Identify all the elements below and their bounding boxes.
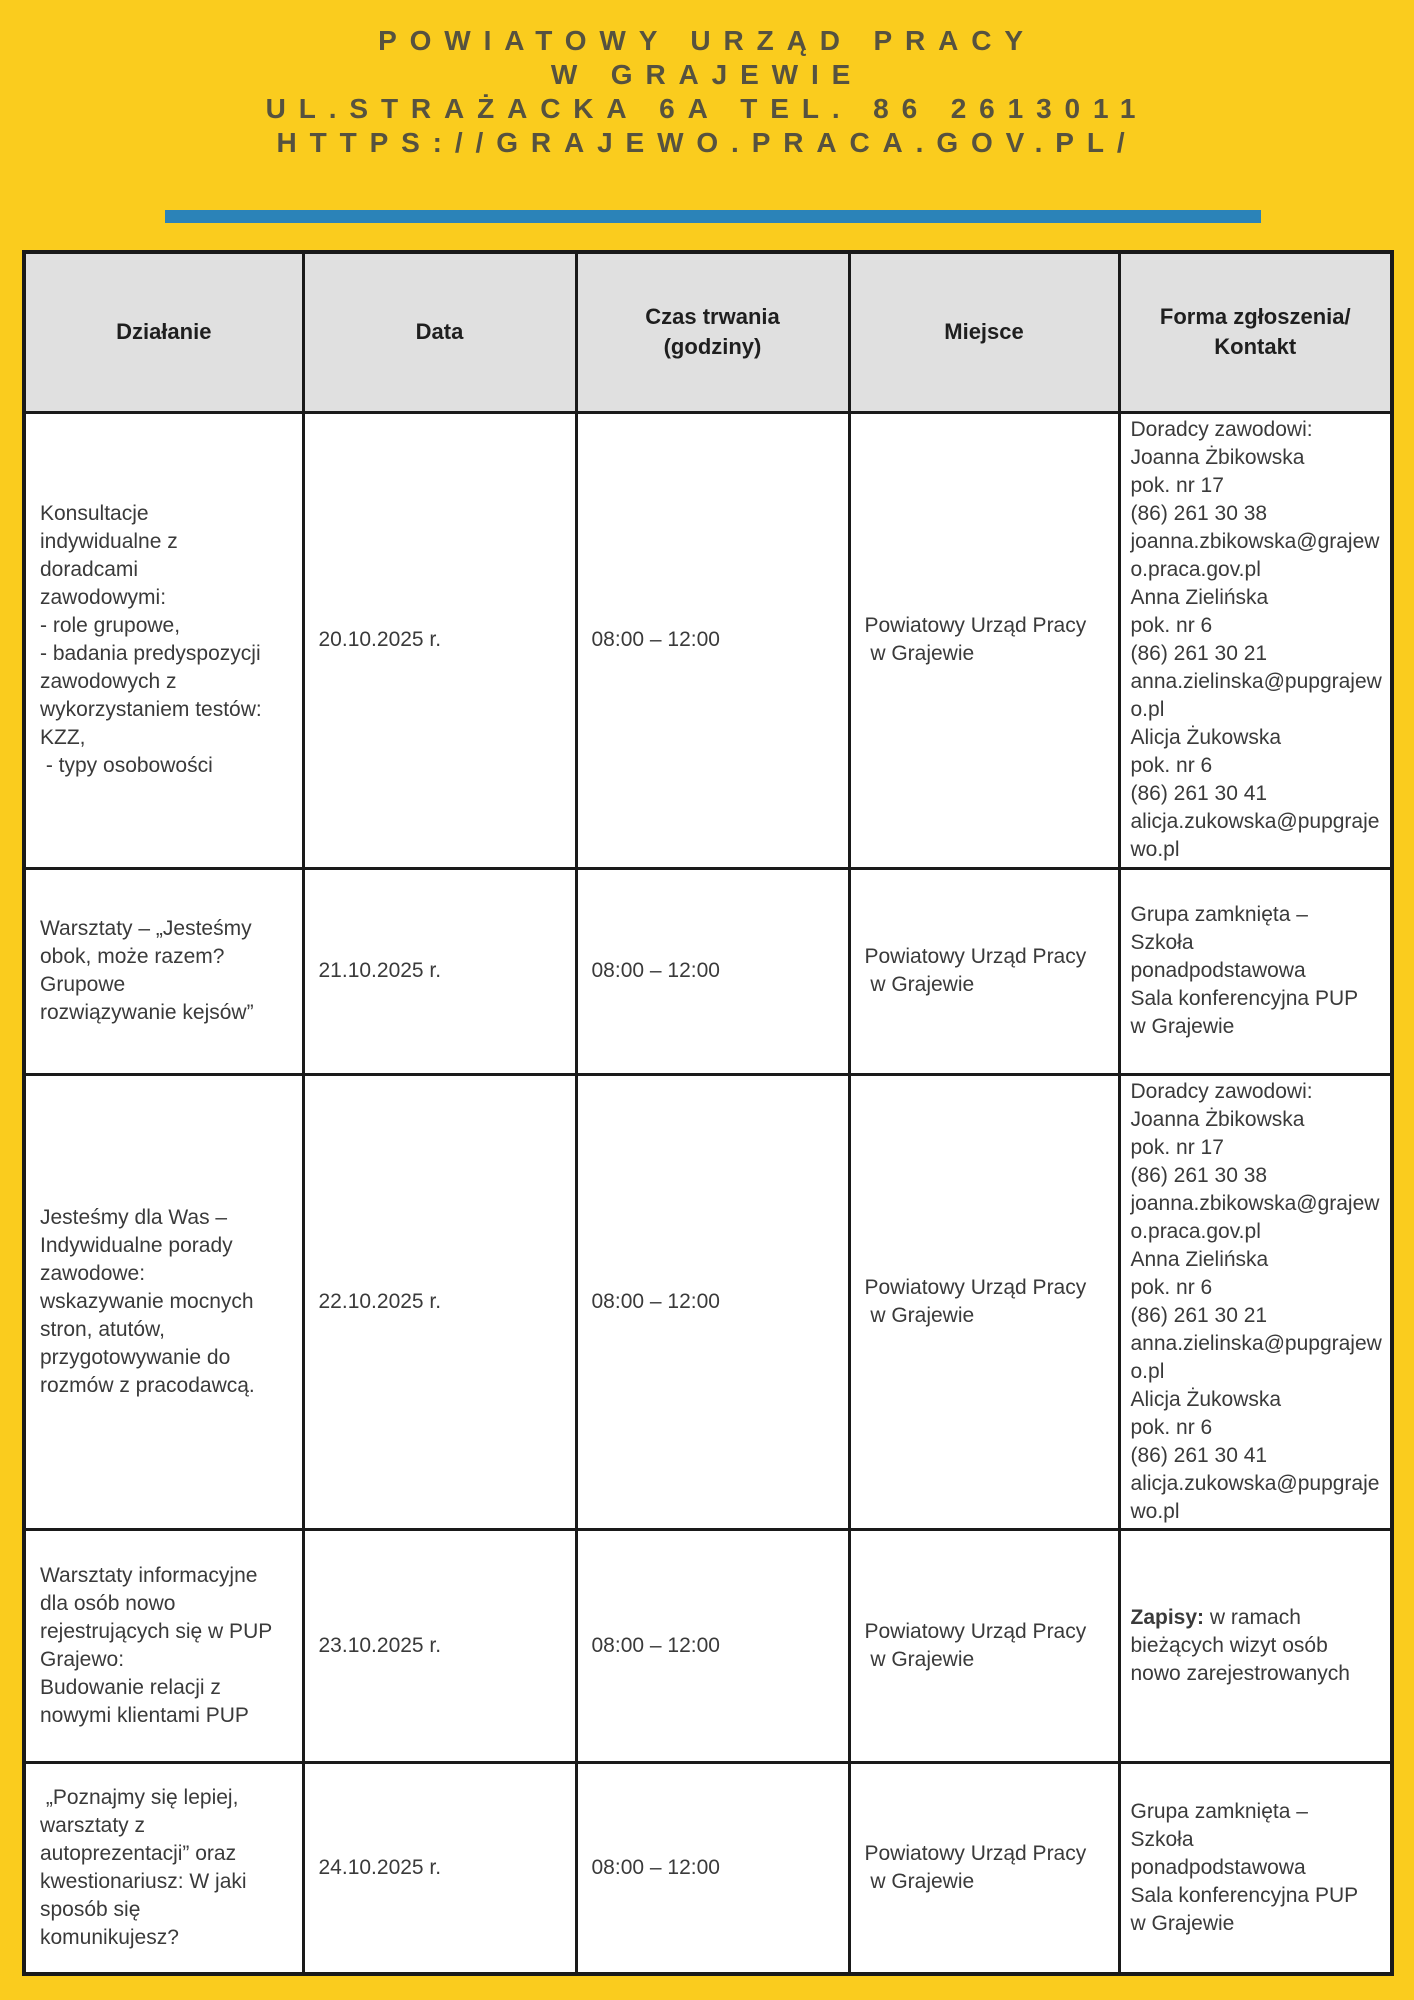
table-row: [24, 412, 1392, 868]
website-url-line: HTTPS://GRAJEWO.PRACA.GOV.PL/: [276, 127, 1138, 158]
text-line: 08:00 – 12:00: [591, 1289, 720, 1313]
text-line: (86) 261 30 38: [1130, 502, 1268, 525]
text-line: wskazywanie mocnych: [40, 1289, 254, 1313]
text-line: autoprezentacji” oraz: [40, 1841, 237, 1865]
org-name-line-2: W GRAJEWIE: [550, 59, 864, 90]
header-row: [24, 252, 1392, 412]
cell-action: [24, 1762, 303, 1974]
table-head: [24, 252, 1392, 412]
text-line: Alicja Żukowska: [1130, 726, 1282, 749]
column-header-1: [24, 252, 303, 412]
address-phone-line: UL.STRAŻACKA 6A TEL. 86 2613011: [265, 93, 1149, 124]
cell-time: [576, 1762, 849, 1974]
text-line: w Grajewie: [864, 973, 975, 996]
text-line: o.praca.gov.pl: [1130, 558, 1261, 581]
text-line: Joanna Żbikowska: [1130, 446, 1305, 469]
text-line: (86) 261 30 21: [1130, 1303, 1268, 1327]
text-line: - typy osobowości: [40, 754, 213, 777]
text-line: rozwiązywanie kejsów”: [40, 1001, 254, 1024]
text-line: Powiatowy Urząd Pracy: [864, 1619, 1087, 1643]
text-line: Powiatowy Urząd Pracy: [864, 614, 1087, 637]
cell-date: [303, 1762, 576, 1974]
text-line: Budowanie relacji z: [40, 1675, 221, 1699]
text-line: sposób się: [40, 1897, 141, 1921]
column-header-3: [576, 252, 849, 412]
cell-place: [849, 412, 1119, 868]
text-line: w Grajewie: [864, 1869, 975, 1893]
table-row: [24, 1762, 1392, 1974]
text-line: 08:00 – 12:00: [591, 1633, 720, 1657]
cell-place: [849, 1074, 1119, 1529]
text-line: w Grajewie: [864, 1303, 975, 1327]
text-line: przygotowywanie do: [40, 1345, 231, 1369]
text-line: kwestionariusz: W jaki: [40, 1869, 247, 1893]
text-line: 08:00 – 12:00: [591, 1855, 720, 1879]
text-line: Grupa zamknięta –: [1130, 1799, 1308, 1823]
text-line: Powiatowy Urząd Pracy: [864, 945, 1087, 968]
text-line: zawodowych z: [40, 670, 177, 693]
text-line: alicja.zukowska@pupgraje: [1130, 1471, 1380, 1495]
text-line: 24.10.2025 r.: [318, 1855, 442, 1879]
text-line: anna.zielinska@pupgrajew: [1130, 1331, 1382, 1355]
text-line: w Grajewie: [1130, 1911, 1235, 1935]
cell-date: [303, 412, 576, 868]
text-line: Grupa zamknięta –: [1130, 903, 1308, 926]
text-line: 08:00 – 12:00: [591, 959, 720, 982]
text-line: 23.10.2025 r.: [318, 1633, 442, 1657]
text-line: doradcami: [40, 558, 139, 581]
text-line: anna.zielinska@pupgrajew: [1130, 670, 1382, 693]
table-row: [24, 1074, 1392, 1529]
text-line: (86) 261 30 38: [1130, 1163, 1268, 1187]
table-row: [24, 1529, 1392, 1762]
text-line: Joanna Żbikowska: [1130, 1107, 1305, 1131]
cell-action: [24, 412, 303, 868]
org-name-line-1: POWIATOWY URZĄD PRACY: [378, 25, 1036, 56]
text-line: (86) 261 30 21: [1130, 642, 1268, 665]
text-line: - badania predyspozycji: [40, 642, 261, 665]
column-header-2: [303, 252, 576, 412]
text-line: Alicja Żukowska: [1130, 1387, 1282, 1411]
text-line: Powiatowy Urząd Pracy: [864, 1841, 1087, 1865]
text-line: Szkoła: [1130, 1827, 1194, 1851]
text-line: pok. nr 6: [1130, 754, 1213, 777]
text-line: Konsultacje: [40, 502, 149, 525]
text-line: pok. nr 17: [1130, 1135, 1224, 1159]
cell-action: [24, 868, 303, 1074]
cell-action: [24, 1074, 303, 1529]
text-line: Warsztaty – „Jesteśmy: [40, 917, 252, 940]
bold-label: Zapisy:: [1130, 1605, 1205, 1629]
cell-contact: [1119, 1074, 1392, 1529]
text-line: joanna.zbikowska@grajew: [1130, 1191, 1380, 1215]
text-line: Szkoła: [1130, 931, 1194, 954]
text-line: wykorzystaniem testów:: [40, 698, 262, 721]
text-line: warsztaty z: [40, 1813, 146, 1837]
text-line: Sala konferencyjna PUP: [1130, 1883, 1359, 1907]
text-line: (86) 261 30 41: [1130, 1443, 1268, 1467]
cell-date: [303, 1529, 576, 1762]
cell-time: [576, 868, 849, 1074]
text-line: stron, atutów,: [40, 1317, 165, 1341]
text-line: zawodowe:: [40, 1261, 146, 1285]
header: [0, 0, 1414, 160]
text-line: ponadpodstawowa: [1130, 1855, 1306, 1879]
text-line: Anna Zielińska: [1130, 586, 1269, 609]
text-line: 21.10.2025 r.: [318, 959, 442, 982]
text-line: pok. nr 6: [1130, 1415, 1213, 1439]
text-line: Kontakt: [1214, 334, 1297, 360]
cell-contact: [1119, 1529, 1392, 1762]
text-line: Powiatowy Urząd Pracy: [864, 1275, 1087, 1299]
cell-date: [303, 1074, 576, 1529]
text-line: pok. nr 6: [1130, 1275, 1213, 1299]
text-line: Warsztaty informacyjne: [40, 1563, 258, 1587]
cell-time: [576, 412, 849, 868]
text-line: o.pl: [1130, 698, 1165, 721]
text-line: bieżących wizyt osób: [1130, 1633, 1328, 1657]
text-line: Anna Zielińska: [1130, 1247, 1269, 1271]
text-line: w Grajewie: [1130, 1015, 1235, 1038]
text-line: Doradcy zawodowi:: [1130, 1079, 1313, 1103]
text-line: Jesteśmy dla Was –: [40, 1205, 228, 1229]
text-line: alicja.zukowska@pupgraje: [1130, 810, 1380, 833]
text-line: pok. nr 17: [1130, 474, 1224, 497]
cell-contact: [1119, 1762, 1392, 1974]
text-line: Zapisy: w ramach: [1130, 1605, 1301, 1629]
cell-place: [849, 868, 1119, 1074]
text-line: Działanie: [116, 319, 212, 345]
text-line: nowo zarejestrowanych: [1130, 1661, 1350, 1685]
cell-time: [576, 1074, 849, 1529]
text-line: zawodowymi:: [40, 586, 167, 609]
text-line: indywidualne z: [40, 530, 178, 553]
text-line: w Grajewie: [864, 1647, 975, 1671]
cell-place: [849, 1762, 1119, 1974]
text-line: Data: [415, 319, 464, 345]
cell-contact: [1119, 412, 1392, 868]
text-line: 22.10.2025 r.: [318, 1289, 442, 1313]
text-line: 20.10.2025 r.: [318, 628, 442, 651]
column-header-5: [1119, 252, 1392, 412]
text-line: nowymi klientami PUP: [40, 1703, 249, 1727]
text-line: obok, może razem?: [40, 945, 225, 968]
cell-action: [24, 1529, 303, 1762]
text-line: o.pl: [1130, 1359, 1165, 1383]
schedule-table: [22, 250, 1394, 1976]
table-row: [24, 868, 1392, 1074]
text-line: komunikujesz?: [40, 1925, 179, 1949]
text-line: Grajewo:: [40, 1647, 125, 1671]
text-line: wo.pl: [1130, 1499, 1180, 1523]
text-line: Doradcy zawodowi:: [1130, 418, 1313, 441]
text-line: (godziny): [663, 334, 762, 360]
text-line: KZZ,: [40, 726, 86, 749]
text-line: - role grupowe,: [40, 614, 181, 637]
text-line: joanna.zbikowska@grajew: [1130, 530, 1380, 553]
cell-date: [303, 868, 576, 1074]
table-body: [24, 412, 1392, 1974]
text-line: Forma zgłoszenia/: [1159, 304, 1351, 330]
text-line: Sala konferencyjna PUP: [1130, 987, 1359, 1010]
text-line: pok. nr 6: [1130, 614, 1213, 637]
column-header-4: [849, 252, 1119, 412]
cell-contact: [1119, 868, 1392, 1074]
cell-place: [849, 1529, 1119, 1762]
text-line: rejestrujących się w PUP: [40, 1619, 273, 1643]
text-line: Miejsce: [944, 319, 1024, 345]
text-line: dla osób nowo: [40, 1591, 176, 1615]
text-line: Czas trwania: [645, 304, 780, 330]
text-line: o.praca.gov.pl: [1130, 1219, 1261, 1243]
divider-bar: [165, 210, 1261, 223]
text-line: 08:00 – 12:00: [591, 628, 720, 651]
text-line: rozmów z pracodawcą.: [40, 1373, 255, 1397]
cell-time: [576, 1529, 849, 1762]
text-line: Grupowe: [40, 973, 126, 996]
text-line: wo.pl: [1130, 838, 1180, 861]
text-line: w Grajewie: [864, 642, 975, 665]
text-line: „Poznajmy się lepiej,: [40, 1785, 239, 1809]
text-line: (86) 261 30 41: [1130, 782, 1268, 805]
text-line: Indywidualne porady: [40, 1233, 233, 1257]
text-line: ponadpodstawowa: [1130, 959, 1306, 982]
